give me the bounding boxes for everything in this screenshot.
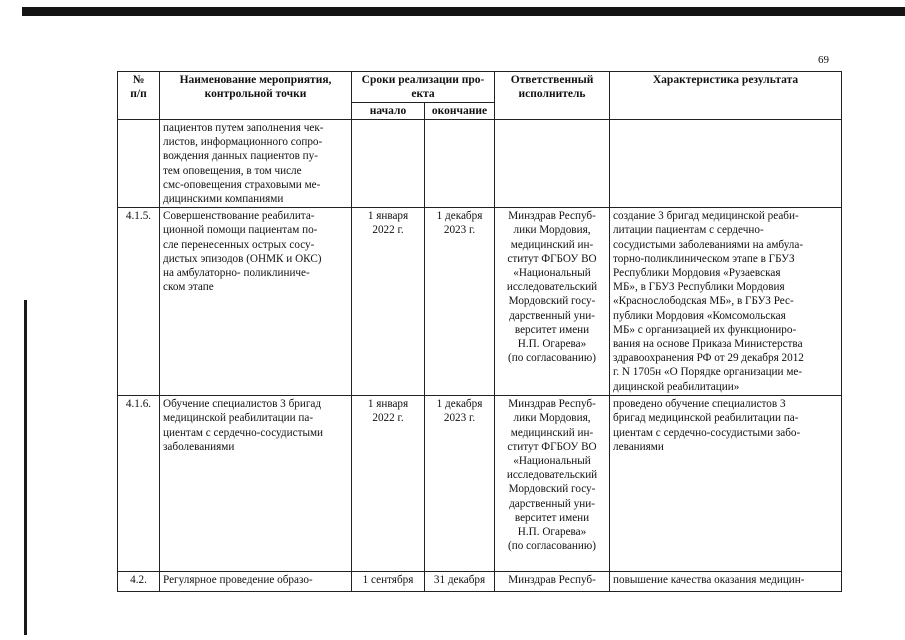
cell-start: 1 января 2022 г.: [352, 396, 425, 572]
cell-name: Регулярное проведение образо-: [160, 572, 352, 592]
header-executor: Ответственный исполнитель: [495, 72, 610, 120]
cell-result: [610, 120, 842, 208]
cell-result: проведено обучение специалистов 3 бригад медицинской реабилитации па- циентам с сердечно-сосудистыми забо- леваниями: [610, 396, 842, 572]
cell-end: 31 декабря: [425, 572, 495, 592]
table-row: [118, 396, 842, 572]
header-result: Характеристика результата: [610, 72, 842, 120]
cell-name: Совершенствование реабилита- ционной помощи пациентам по- сле перенесенных острых сосу- дистых эпизодов (ОНМК и ОКС) на амбулаторно- поликлиниче- ском этапе: [160, 208, 352, 396]
cell-result: создание 3 бригад медицинской реаби- литации пациентам с сердечно- сосудистыми заболеваниями на амбула- торно-поликлиническом этапе в ГБУЗ Республики Мордовия «Рузаевская МБ», в ГБУЗ Республики Мордовия «Краснослободская МБ», в ГБУЗ Рес- публики Мордовия «Комсомольская МБ» с организацией их функциониро- вания на основе Приказа Министерства здравоохранения РФ от 29 декабря 2012 г. N 1705н «О Порядке организации ме- дицинской реабилитации»: [610, 208, 842, 396]
cell-end: 1 декабря 2023 г.: [425, 208, 495, 396]
cell-executor: Минздрав Респуб- лики Мордовия, медицинский ин- ститут ФГБОУ ВО «Национальный исследовательский Мордовский госу- дарственный уни- верситет имени Н.П. Огарева» (по согласованию): [495, 396, 610, 572]
table-row: [118, 572, 842, 592]
events-table: [117, 71, 842, 592]
cell-start: 1 сентября: [352, 572, 425, 592]
scan-left-edge: [24, 300, 27, 635]
cell-executor: Минздрав Респуб-: [495, 572, 610, 592]
cell-end: [425, 120, 495, 208]
table-row: [118, 120, 842, 208]
cell-num: 4.1.6.: [118, 396, 160, 572]
cell-start: [352, 120, 425, 208]
header-start: начало: [352, 103, 425, 120]
cell-num: 4.2.: [118, 572, 160, 592]
cell-num: [118, 120, 160, 208]
header-dates: Сроки реализации про- екта: [352, 72, 495, 103]
cell-num: 4.1.5.: [118, 208, 160, 396]
header-end: окончание: [425, 103, 495, 120]
cell-end: 1 декабря 2023 г.: [425, 396, 495, 572]
cell-executor: Минздрав Респуб- лики Мордовия, медицинский ин- ститут ФГБОУ ВО «Национальный исследовательский Мордовский госу- дарственный уни- верситет имени Н.П. Огарева» (по согласованию): [495, 208, 610, 396]
scan-top-edge: [22, 7, 905, 16]
cell-result: повышение качества оказания медицин-: [610, 572, 842, 592]
header-name: Наименование мероприятия, контрольной точки: [160, 72, 352, 120]
cell-executor: [495, 120, 610, 208]
table-header-row: [118, 72, 842, 103]
header-num: № п/п: [118, 72, 160, 120]
table-row: [118, 208, 842, 396]
cell-start: 1 января 2022 г.: [352, 208, 425, 396]
cell-name: пациентов путем заполнения чек- листов, информационного сопро- вождения данных пациентов пу- тем оповещения, в том числе смс-оповещения страховыми ме- дицинскими компаниями: [160, 120, 352, 208]
cell-name: Обучение специалистов 3 бригад медицинской реабилитации па- циентам с сердечно-сосудистыми заболеваниями: [160, 396, 352, 572]
page-number: 69: [818, 54, 829, 66]
